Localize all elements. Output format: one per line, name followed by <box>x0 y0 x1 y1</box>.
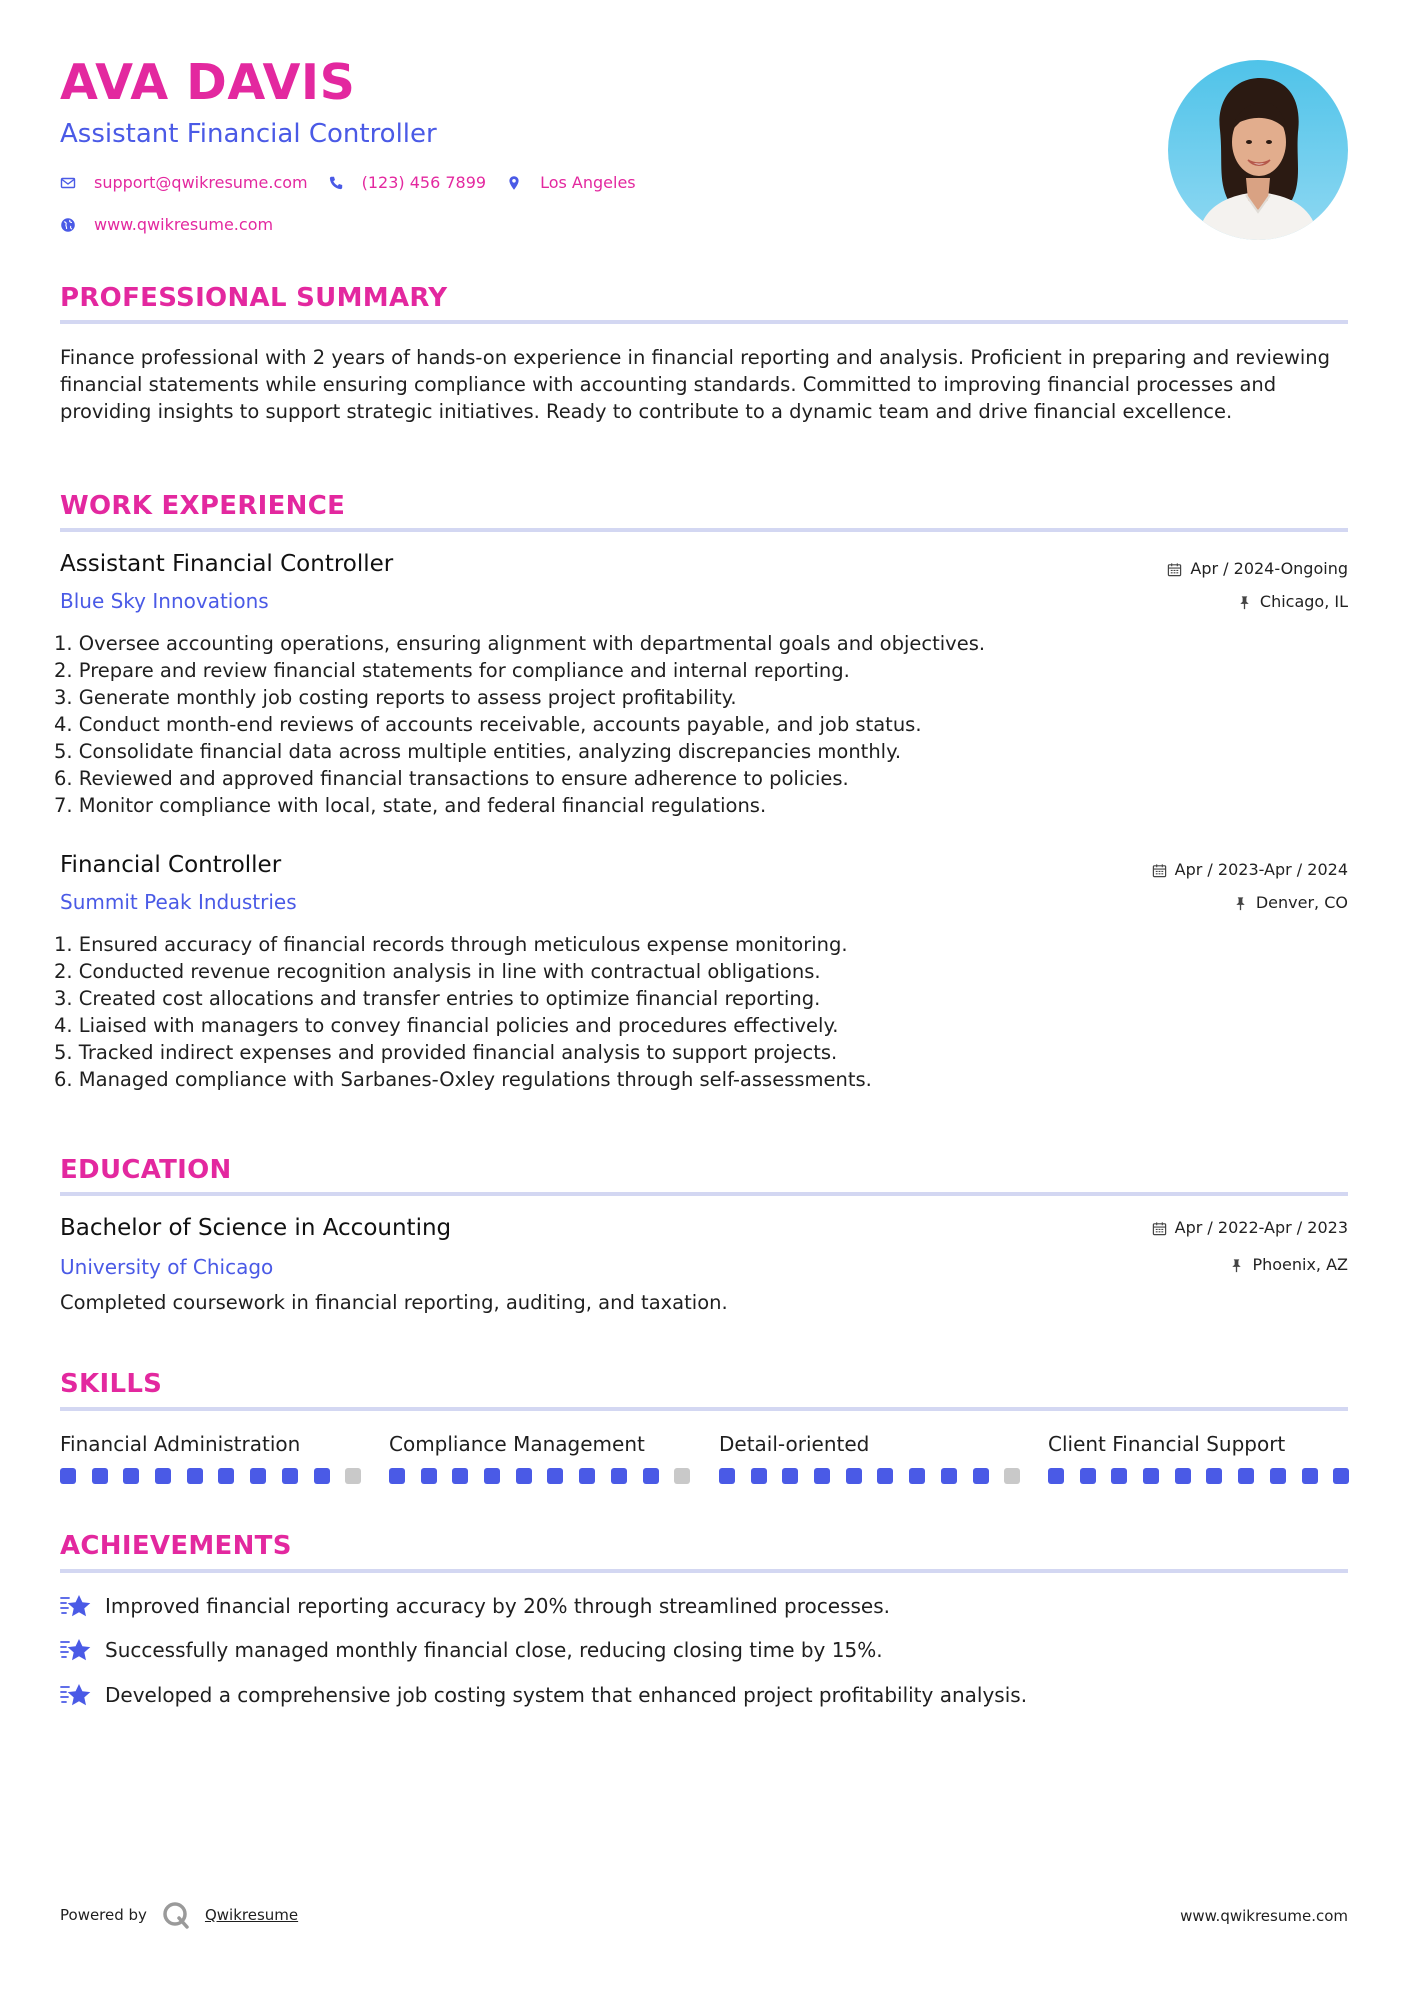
rating-dot-filled <box>751 1468 767 1484</box>
job-location-text: Chicago, IL <box>1259 592 1348 611</box>
list-item: 6. Managed compliance with Sarbanes-Oxley regulations through self-assessments. <box>54 1068 872 1091</box>
job-location <box>1233 895 1348 911</box>
rating-dot-filled <box>484 1468 500 1484</box>
rating-dot-filled <box>719 1468 735 1484</box>
rating-dot-empty <box>1004 1468 1020 1484</box>
skill-rating <box>389 1468 706 1484</box>
contact-row-website <box>60 215 293 234</box>
degree-title: Bachelor of Science in Accounting <box>60 1215 452 1241</box>
list-item: 1. Ensured accuracy of financial records through meticulous expense monitoring. <box>54 933 848 956</box>
job-dates <box>1152 862 1348 878</box>
job-title: Financial Controller <box>60 852 282 878</box>
section-title-skills: SKILLS <box>60 1369 163 1399</box>
skill-rating <box>1048 1468 1365 1484</box>
skill-name: Compliance Management <box>389 1432 645 1456</box>
job-bullets <box>54 630 1344 819</box>
star-icon <box>60 1636 92 1664</box>
globe-icon <box>60 217 76 233</box>
rating-dot-filled <box>314 1468 330 1484</box>
section-title-education: EDUCATION <box>60 1155 232 1185</box>
rating-dot-filled <box>973 1468 989 1484</box>
candidate-role: Assistant Financial Controller <box>60 119 437 149</box>
rating-dot-filled <box>782 1468 798 1484</box>
skill-item <box>60 1434 360 1454</box>
rating-dot-filled <box>547 1468 563 1484</box>
section-divider <box>60 1569 1348 1573</box>
rating-dot-filled <box>123 1468 139 1484</box>
rating-dot-filled <box>941 1468 957 1484</box>
rating-dot-filled <box>1333 1468 1349 1484</box>
list-item: 2. Prepare and review financial statements for compliance and internal reporting. <box>54 659 850 682</box>
rating-dot-filled <box>92 1468 108 1484</box>
job-dates-text: Apr / 2024-Ongoing <box>1190 559 1348 578</box>
powered-by-label: Powered by <box>60 1906 147 1924</box>
portrait-image <box>1168 60 1348 240</box>
list-item: 5. Consolidate financial data across multiple entities, analyzing discrepancies monthly. <box>54 740 902 763</box>
contact-website[interactable] <box>60 215 273 234</box>
contact-row <box>60 173 656 192</box>
school-name: University of Chicago <box>60 1255 274 1279</box>
rating-dot-filled <box>452 1468 468 1484</box>
email-text: support@qwikresume.com <box>94 173 308 192</box>
rating-dot-filled <box>218 1468 234 1484</box>
education-location <box>1229 1257 1348 1273</box>
job-dates-text: Apr / 2023-Apr / 2024 <box>1174 860 1348 879</box>
section-divider <box>60 1192 1348 1196</box>
pushpin-icon <box>1229 1258 1244 1273</box>
footer-website[interactable]: www.qwikresume.com <box>1180 1907 1348 1925</box>
qwikresume-logo-icon <box>161 1900 191 1930</box>
rating-dot-empty <box>674 1468 690 1484</box>
rating-dot-filled <box>1270 1468 1286 1484</box>
rating-dot-filled <box>1175 1468 1191 1484</box>
rating-dot-filled <box>421 1468 437 1484</box>
section-title-experience: WORK EXPERIENCE <box>60 491 346 521</box>
achievement-text: Developed a comprehensive job costing system that enhanced project profitability analysis. <box>105 1683 1028 1707</box>
education-description: Completed coursework in financial reporting, auditing, and taxation. <box>60 1291 728 1314</box>
list-item: 1. Oversee accounting operations, ensuring alignment with departmental goals and objectives. <box>54 632 986 655</box>
section-title-summary: PROFESSIONAL SUMMARY <box>60 283 448 313</box>
rating-dot-filled <box>250 1468 266 1484</box>
star-icon <box>60 1681 92 1709</box>
summary-text: Finance professional with 2 years of hands-on experience in financial reporting and analysis. Proficient in preparing and reviewing financial statements while ensuring compliance with accounting standards. Committed to improving financial processes and providing insights to support strategic initiatives. Ready to contribute to a dynamic team and drive financial excellence. <box>60 346 1331 423</box>
rating-dot-filled <box>877 1468 893 1484</box>
rating-dot-filled <box>611 1468 627 1484</box>
achievement-item <box>60 1592 890 1620</box>
list-item: 4. Liaised with managers to convey financial policies and procedures effectively. <box>54 1014 839 1037</box>
skill-item <box>719 1434 1019 1454</box>
skill-item <box>389 1434 689 1454</box>
skill-rating <box>719 1468 1036 1484</box>
rating-dot-filled <box>1302 1468 1318 1484</box>
pushpin-icon <box>1237 595 1252 610</box>
list-item: 4. Conduct month-end reviews of accounts receivable, accounts payable, and job status. <box>54 713 922 736</box>
achievement-item <box>60 1681 1027 1709</box>
rating-dot-filled <box>1206 1468 1222 1484</box>
list-item: 3. Generate monthly job costing reports to assess project profitability. <box>54 686 737 709</box>
skill-name: Detail-oriented <box>719 1432 870 1456</box>
achievement-text: Improved financial reporting accuracy by 20% through streamlined processes. <box>105 1594 890 1618</box>
achievement-text: Successfully managed monthly financial close, reducing closing time by 15%. <box>105 1638 883 1662</box>
envelope-icon <box>60 175 76 191</box>
rating-dot-filled <box>643 1468 659 1484</box>
rating-dot-filled <box>155 1468 171 1484</box>
rating-dot-filled <box>389 1468 405 1484</box>
pushpin-icon <box>1233 896 1248 911</box>
list-item: 2. Conducted revenue recognition analysis in line with contractual obligations. <box>54 960 821 983</box>
footer-powered-by <box>60 1900 298 1930</box>
job-bullets <box>54 931 1344 1093</box>
rating-dot-filled <box>1111 1468 1127 1484</box>
job-dates <box>1167 561 1348 577</box>
job-location-text: Denver, CO <box>1255 893 1348 912</box>
rating-dot-filled <box>282 1468 298 1484</box>
education-dates-text: Apr / 2022-Apr / 2023 <box>1174 1218 1348 1237</box>
location-text: Los Angeles <box>540 173 636 192</box>
rating-dot-filled <box>579 1468 595 1484</box>
skill-item <box>1048 1434 1348 1454</box>
candidate-name: AVA DAVIS <box>60 54 356 111</box>
list-item: 7. Monitor compliance with local, state, and federal financial regulations. <box>54 794 767 817</box>
star-icon <box>60 1592 92 1620</box>
job-company: Blue Sky Innovations <box>60 589 269 613</box>
brand-link[interactable]: Qwikresume <box>204 1906 299 1924</box>
contact-email[interactable] <box>60 173 308 192</box>
rating-dot-filled <box>1143 1468 1159 1484</box>
job-title: Assistant Financial Controller <box>60 551 394 577</box>
rating-dot-filled <box>1080 1468 1096 1484</box>
rating-dot-filled <box>187 1468 203 1484</box>
calendar-icon <box>1167 562 1182 577</box>
section-title-achievements: ACHIEVEMENTS <box>60 1531 292 1561</box>
skill-name: Client Financial Support <box>1048 1432 1286 1456</box>
section-divider <box>60 1407 1348 1411</box>
education-location-text: Phoenix, AZ <box>1252 1255 1348 1274</box>
skill-rating <box>60 1468 377 1484</box>
calendar-icon <box>1152 863 1167 878</box>
phone-text: (123) 456 7899 <box>361 173 487 192</box>
list-item: 3. Created cost allocations and transfer entries to optimize financial reporting. <box>54 987 821 1010</box>
achievement-item <box>60 1636 883 1664</box>
rating-dot-empty <box>345 1468 361 1484</box>
job-company: Summit Peak Industries <box>60 890 297 914</box>
contact-phone[interactable] <box>328 173 486 192</box>
section-divider <box>60 528 1348 532</box>
calendar-icon <box>1152 1221 1167 1236</box>
job-location <box>1237 594 1348 610</box>
rating-dot-filled <box>1048 1468 1064 1484</box>
website-text: www.qwikresume.com <box>94 215 274 234</box>
list-item: 5. Tracked indirect expenses and provided financial analysis to support projects. <box>54 1041 838 1064</box>
rating-dot-filled <box>1238 1468 1254 1484</box>
list-item: 6. Reviewed and approved financial transactions to ensure adherence to policies. <box>54 767 849 790</box>
profile-photo <box>1168 60 1348 240</box>
section-divider <box>60 320 1348 324</box>
map-pin-icon <box>506 175 522 191</box>
phone-icon <box>328 175 344 191</box>
rating-dot-filled <box>846 1468 862 1484</box>
rating-dot-filled <box>814 1468 830 1484</box>
skill-name: Financial Administration <box>60 1432 301 1456</box>
education-dates <box>1152 1220 1348 1236</box>
rating-dot-filled <box>60 1468 76 1484</box>
rating-dot-filled <box>516 1468 532 1484</box>
rating-dot-filled <box>909 1468 925 1484</box>
contact-location <box>506 173 636 192</box>
